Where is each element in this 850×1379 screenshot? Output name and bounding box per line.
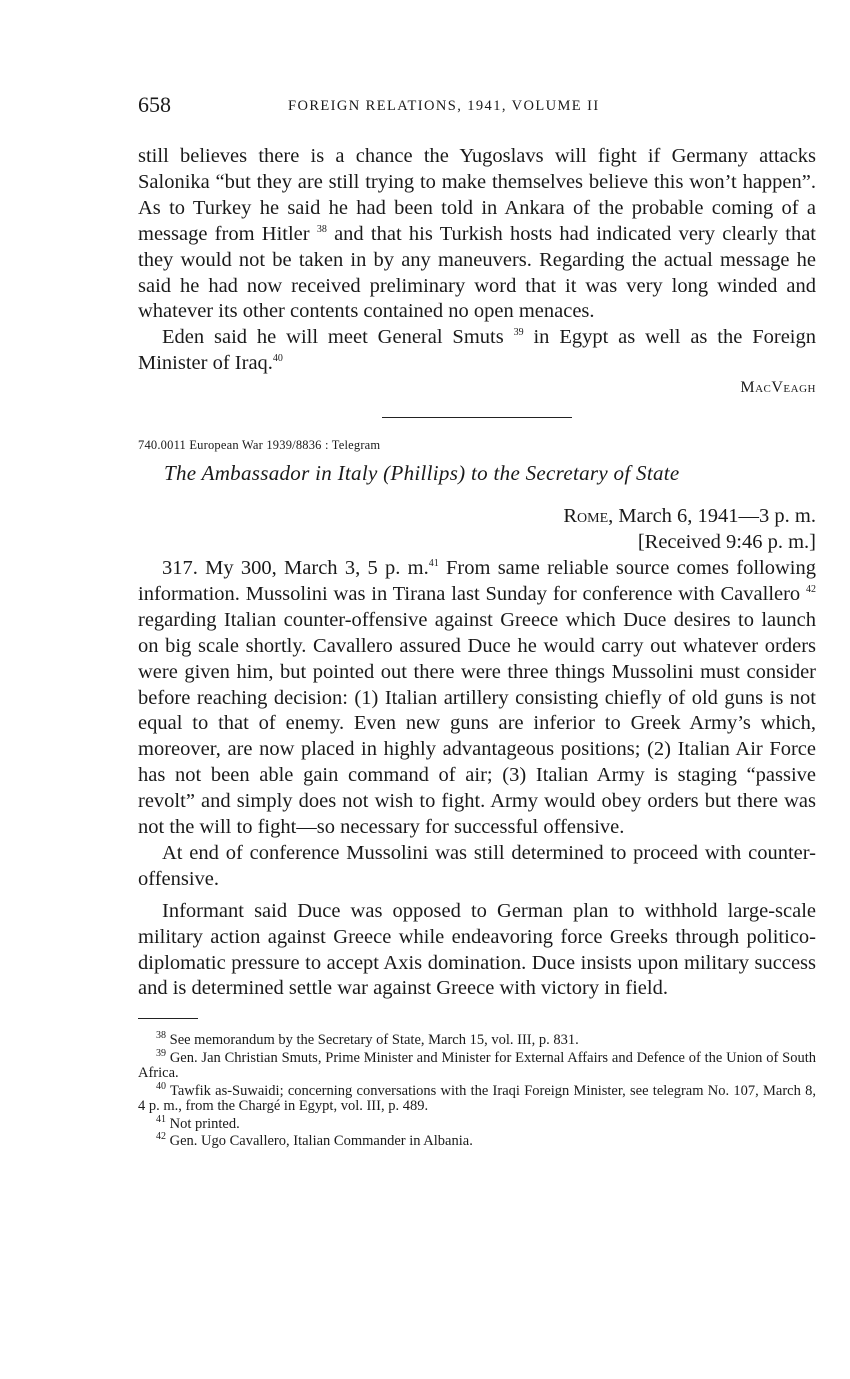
text-run: and that his Turkish hosts had indicated very clearly that they would not be taken in by any maneuvers. Regarding the actual message he said he had now received preliminary word that it was very long winded and whatever its other contents contained no open menaces. [138,222,816,323]
footnote-divider [138,1018,198,1019]
telegram-paragraph: At end of conference Mussolini was still determined to proceed with counter-offensive. [138,841,816,890]
telegram-paragraph: Informant said Duce was opposed to German plan to withhold large-scale military action against Greece while endeavoring force Greeks through politico-diplomatic pressure to accept Axis domination. Duce insists upon military success and is determined settle war against Greece with victory in field. [138,899,816,1000]
footnote-text: Gen. Jan Christian Smuts, Prime Minister and Minister for External Affairs and Defence of the Union of South Africa. [138,1049,816,1082]
footnote [138,1030,816,1049]
telegram-paragraph [138,556,816,841]
running-title: FOREIGN RELATIONS, 1941, VOLUME II [288,98,600,114]
signature-text: MacVeagh [740,379,816,397]
dateline-date: , March 6, 1941—3 p. m. [608,505,816,528]
footnote-text: See memorandum by the Secretary of State, March 15, vol. III, p. 831. [169,1032,579,1049]
text-run: Eden said he will meet General Smuts [162,326,514,349]
page-header [138,92,816,122]
footnote-text: Tawfik as-Suwaidi; concerning conversations with the Iraqi Foreign Minister, see telegram No. 107, March 8, 4 p. m., from the Chargé in Egypt, vol. III, p. 489. [138,1082,816,1115]
footnote-ref[interactable]: 41 [428,558,439,570]
footnote [138,1081,816,1115]
dateline-place: Rome [563,505,609,528]
footnote-text: Gen. Ugo Cavallero, Italian Commander in Albania. [169,1133,473,1150]
footnote-number: 42 [156,1131,166,1143]
footnote-ref[interactable]: 38 [316,223,327,235]
text-run: 317. My 300, March 3, 5 p. m. [162,556,429,579]
text-run: From same reliable source comes following information. Mussolini was in Tirana last Sunday for conference with Cavallero [138,556,816,605]
footnote [138,1114,816,1133]
footnote-ref[interactable]: 42 [806,584,816,596]
footnotes [138,1030,816,1150]
dateline-received: [Received 9:46 p. m.] [637,531,816,554]
footnote-text: Not printed. [169,1115,240,1132]
document-title: The Ambassador in Italy (Phillips) to the Secretary of State [164,461,680,486]
dateline [138,504,816,556]
footnote-ref[interactable]: 40 [272,353,283,365]
footnote [138,1048,816,1082]
signature [138,379,816,403]
footnote-number: 38 [156,1030,166,1042]
file-reference: 740.0011 European War 1939/8836 : Telegram [138,438,381,453]
section-divider [382,417,572,418]
document-page [138,92,816,1152]
footnote [138,1131,816,1150]
text-run: in Egypt as well as the Foreign Minister of Iraq. [138,326,816,375]
footnote-number: 40 [156,1081,166,1093]
text-run: still believes there is a chance the Yugoslavs will fight if Germany attacks Salonika “but they are still trying to make themselves believe this won’t happen”. As to Turkey he said he had been told in Ankara of the probable coming of a message from Hitler [138,145,816,245]
page-number: 658 [138,92,171,117]
text-run: regarding Italian counter-offensive against Greece which Duce desires to launch on big scale shortly. Cavallero assured Duce he would carry out whatever orders were given him, but pointed out there were three things Mussolini must consider before reaching decision: (1) Italian artillery consisting chiefly of old guns is not equal to that of enemy. Even new guns are inferior to Greek Army’s which, moreover, are now placed in highly advantageous positions; (2) Italian Air Force has not been able gain command of air; (3) Italian Army is staging “passive revolt” and simply does not wish to fight. Army would obey orders but there was not the will to fight—so necessary for successful offensive. [138,608,816,839]
dateline-sent [138,504,816,530]
footnote-number: 41 [156,1114,166,1126]
continuation-paragraph [138,144,816,325]
continuation-paragraph [138,325,816,377]
footnote-ref[interactable]: 39 [513,327,524,339]
footnote-number: 39 [156,1048,166,1060]
